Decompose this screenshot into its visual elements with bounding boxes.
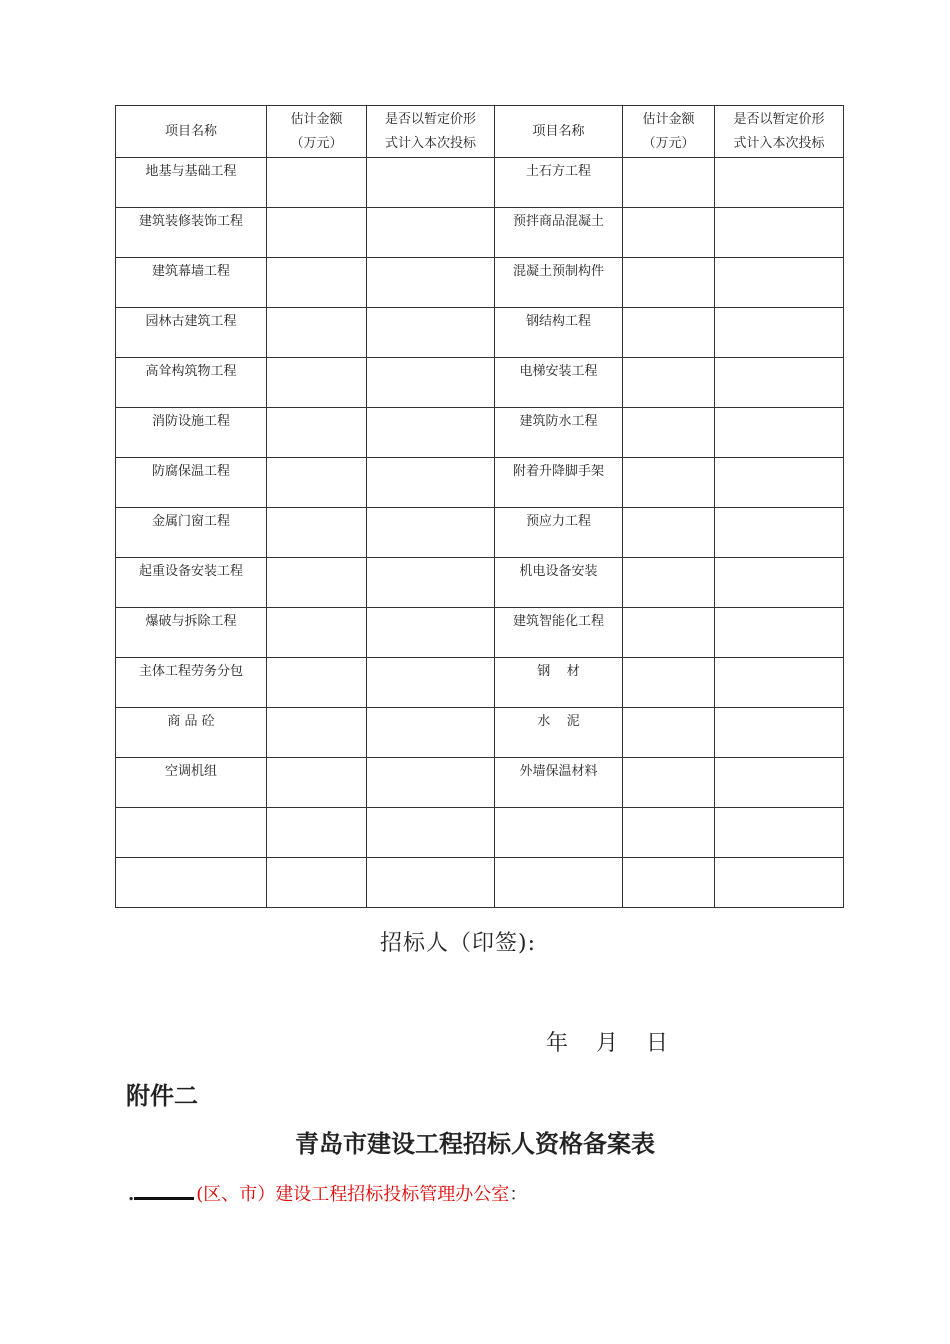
- input-cell[interactable]: [715, 358, 844, 408]
- project-name-cell: [495, 508, 623, 558]
- cell-text: [267, 558, 366, 559]
- project-name-cell: [116, 358, 267, 408]
- cell-text: [715, 458, 843, 459]
- input-cell[interactable]: [623, 508, 715, 558]
- cell-text: [367, 408, 494, 409]
- input-cell[interactable]: [367, 208, 495, 258]
- cell-text: 建筑幕墙工程: [151, 264, 230, 279]
- cell-text: [715, 558, 843, 559]
- cell-text: [715, 308, 843, 309]
- input-cell[interactable]: [367, 858, 495, 908]
- cell-text: [267, 508, 366, 509]
- cell-text: [116, 858, 266, 859]
- cell-text: 外墙保温材料: [519, 764, 598, 779]
- project-name-cell: [116, 158, 267, 208]
- cell-text: 电梯安装工程: [519, 364, 598, 379]
- cell-text: [367, 458, 494, 459]
- input-cell[interactable]: [715, 208, 844, 258]
- input-cell[interactable]: [367, 158, 495, 208]
- table-row: [116, 558, 844, 608]
- cell-text: [367, 208, 494, 209]
- input-cell[interactable]: [715, 558, 844, 608]
- header-cell: 是否以暂定价形 式计入本次投标: [715, 106, 844, 158]
- project-name-cell: [495, 758, 623, 808]
- project-name-cell: [116, 308, 267, 358]
- project-name-cell: [116, 458, 267, 508]
- cell-text: [267, 858, 366, 859]
- input-cell[interactable]: [715, 708, 844, 758]
- input-cell[interactable]: [367, 758, 495, 808]
- cell-text: [715, 258, 843, 259]
- cell-text: [623, 808, 714, 809]
- cell-text: 爆破与拆除工程: [145, 614, 237, 629]
- project-name-cell: [495, 308, 623, 358]
- cell-text: [267, 658, 366, 659]
- cell-text: 高耸构筑物工程: [145, 364, 237, 379]
- input-cell[interactable]: [367, 308, 495, 358]
- input-cell[interactable]: [623, 158, 715, 208]
- cell-text: 主体工程劳务分包: [138, 664, 243, 679]
- cell-text: 土石方工程: [525, 164, 591, 179]
- project-name-cell: [116, 258, 267, 308]
- cell-text: 建筑装修装饰工程: [138, 214, 243, 229]
- input-cell[interactable]: [623, 408, 715, 458]
- cell-text: 防腐保温工程: [151, 464, 230, 479]
- cell-text: 钢 材: [537, 664, 580, 679]
- cell-text: [715, 358, 843, 359]
- input-cell[interactable]: [623, 858, 715, 908]
- cell-text: [367, 158, 494, 159]
- tenderer-seal-label: 招标人（印签):: [380, 931, 536, 956]
- table-row: [116, 208, 844, 258]
- project-name-cell: [116, 558, 267, 608]
- project-name-cell: [116, 758, 267, 808]
- table-row: [116, 708, 844, 758]
- project-name-cell: [495, 258, 623, 308]
- input-cell[interactable]: [715, 308, 844, 358]
- header-cell: 项目名称: [116, 106, 267, 158]
- input-cell[interactable]: [623, 708, 715, 758]
- cell-text: [623, 508, 714, 509]
- input-cell[interactable]: [715, 258, 844, 308]
- input-cell[interactable]: [715, 658, 844, 708]
- cell-text: [367, 708, 494, 709]
- input-cell[interactable]: [367, 358, 495, 408]
- addressee-text: (区、市）建设工程招标投标管理办公室: [196, 1184, 510, 1205]
- district-blank[interactable]: [134, 1181, 194, 1200]
- table-row: [116, 308, 844, 358]
- cell-text: 机电设备安装: [519, 564, 598, 579]
- cell-text: 附着升降脚手架: [512, 464, 604, 479]
- input-cell[interactable]: [623, 558, 715, 608]
- input-cell[interactable]: [267, 308, 367, 358]
- input-cell[interactable]: [267, 508, 367, 558]
- input-cell[interactable]: [623, 358, 715, 408]
- input-cell[interactable]: [367, 708, 495, 758]
- cell-text: [623, 608, 714, 609]
- input-cell[interactable]: [715, 858, 844, 908]
- project-name-cell: [116, 608, 267, 658]
- input-cell[interactable]: [267, 658, 367, 708]
- project-name-cell: [495, 158, 623, 208]
- cell-text: 消防设施工程: [151, 414, 230, 429]
- project-name-cell: [495, 208, 623, 258]
- input-cell[interactable]: [623, 458, 715, 508]
- table-row: [116, 508, 844, 558]
- cell-text: 金属门窗工程: [151, 514, 230, 529]
- cell-text: [623, 458, 714, 459]
- input-cell[interactable]: [623, 808, 715, 858]
- cell-text: [715, 408, 843, 409]
- cell-text: [715, 808, 843, 809]
- cell-text: [715, 208, 843, 209]
- form-title: 青岛市建设工程招标人资格备案表: [295, 1129, 655, 1158]
- cell-text: [267, 708, 366, 709]
- addressee-prefix: .: [128, 1184, 135, 1205]
- cell-text: 混凝土预制构件: [512, 264, 604, 279]
- project-name-cell: [495, 458, 623, 508]
- cell-text: [623, 408, 714, 409]
- cell-text: [367, 258, 494, 259]
- input-cell[interactable]: [623, 208, 715, 258]
- cell-text: [623, 558, 714, 559]
- annex-title: 附件二: [126, 1081, 198, 1110]
- table-row: [116, 858, 844, 908]
- project-name-cell: [495, 608, 623, 658]
- cell-text: [267, 458, 366, 459]
- project-name-cell: [495, 408, 623, 458]
- cell-text: 钢结构工程: [525, 314, 591, 329]
- input-cell[interactable]: [623, 658, 715, 708]
- input-cell[interactable]: [367, 258, 495, 308]
- project-name-cell: [116, 658, 267, 708]
- cell-text: [267, 258, 366, 259]
- table-row: [116, 358, 844, 408]
- table-row: [116, 408, 844, 458]
- cell-text: [715, 858, 843, 859]
- cell-text: [715, 708, 843, 709]
- input-cell[interactable]: [715, 608, 844, 658]
- project-name-cell: [495, 858, 623, 908]
- input-cell[interactable]: [267, 808, 367, 858]
- project-name-cell: [495, 658, 623, 708]
- cell-text: [623, 858, 714, 859]
- cell-text: [267, 158, 366, 159]
- input-cell[interactable]: [367, 458, 495, 508]
- input-cell[interactable]: [367, 508, 495, 558]
- table-row: [116, 658, 844, 708]
- cell-text: [367, 558, 494, 559]
- cell-text: [367, 758, 494, 759]
- cell-text: 园林古建筑工程: [145, 314, 237, 329]
- project-name-cell: [116, 408, 267, 458]
- cell-text: 地基与基础工程: [145, 164, 237, 179]
- project-name-cell: [116, 208, 267, 258]
- input-cell[interactable]: [715, 158, 844, 208]
- header-cell: 估计金额 （万元）: [267, 106, 367, 158]
- cell-text: [267, 358, 366, 359]
- input-cell[interactable]: [267, 408, 367, 458]
- input-cell[interactable]: [623, 258, 715, 308]
- project-name-cell: [495, 358, 623, 408]
- cell-text: [267, 608, 366, 609]
- cell-text: [623, 708, 714, 709]
- table-header-row: [116, 106, 844, 158]
- cell-text: 商 品 砼: [167, 714, 215, 729]
- input-cell[interactable]: [367, 408, 495, 458]
- input-cell[interactable]: [267, 358, 367, 408]
- project-name-cell: [116, 808, 267, 858]
- input-cell[interactable]: [623, 608, 715, 658]
- input-cell[interactable]: [267, 208, 367, 258]
- table-row: [116, 258, 844, 308]
- input-cell[interactable]: [267, 858, 367, 908]
- cell-text: [495, 808, 622, 809]
- cell-text: [623, 208, 714, 209]
- input-cell[interactable]: [267, 608, 367, 658]
- input-cell[interactable]: [267, 158, 367, 208]
- input-cell[interactable]: [715, 508, 844, 558]
- cell-text: [623, 158, 714, 159]
- cell-text: 空调机组: [164, 764, 217, 779]
- cell-text: [267, 408, 366, 409]
- input-cell[interactable]: [267, 758, 367, 808]
- cell-text: [367, 858, 494, 859]
- cell-text: 建筑防水工程: [519, 414, 598, 429]
- addressee-line: [128, 1180, 527, 1206]
- addressee-suffix: ：: [509, 1184, 528, 1205]
- cell-text: [715, 508, 843, 509]
- cell-text: [267, 758, 366, 759]
- input-cell[interactable]: [623, 758, 715, 808]
- cell-text: 建筑智能化工程: [512, 614, 604, 629]
- project-name-cell: [495, 808, 623, 858]
- cell-text: 预拌商品混凝土: [512, 214, 604, 229]
- cell-text: 起重设备安装工程: [138, 564, 243, 579]
- cell-text: [623, 358, 714, 359]
- cell-text: [367, 808, 494, 809]
- project-name-cell: [495, 558, 623, 608]
- date-label: 年 月 日: [546, 1031, 668, 1056]
- input-cell[interactable]: [623, 308, 715, 358]
- input-cell[interactable]: [367, 608, 495, 658]
- cell-text: [367, 508, 494, 509]
- cell-text: [495, 858, 622, 859]
- input-cell[interactable]: [267, 558, 367, 608]
- input-cell[interactable]: [367, 558, 495, 608]
- input-cell[interactable]: [715, 808, 844, 858]
- input-cell[interactable]: [715, 408, 844, 458]
- header-cell: 估计金额 （万元）: [623, 106, 715, 158]
- cell-text: [623, 308, 714, 309]
- project-name-cell: [116, 508, 267, 558]
- table-row: [116, 458, 844, 508]
- cell-text: [367, 658, 494, 659]
- cell-text: [367, 608, 494, 609]
- cell-text: [623, 258, 714, 259]
- cell-text: [715, 608, 843, 609]
- cell-text: [267, 208, 366, 209]
- table-row: [116, 758, 844, 808]
- cell-text: [715, 658, 843, 659]
- input-cell[interactable]: [267, 458, 367, 508]
- project-name-cell: [495, 708, 623, 758]
- input-cell[interactable]: [715, 458, 844, 508]
- table-row: [116, 608, 844, 658]
- input-cell[interactable]: [367, 808, 495, 858]
- input-cell[interactable]: [267, 258, 367, 308]
- project-name-cell: [116, 708, 267, 758]
- cell-text: [267, 808, 366, 809]
- table-row: [116, 158, 844, 208]
- cell-text: [367, 308, 494, 309]
- cell-text: [623, 658, 714, 659]
- input-cell[interactable]: [715, 758, 844, 808]
- cell-text: [367, 358, 494, 359]
- project-table-body: [116, 106, 844, 908]
- project-name-cell: [116, 858, 267, 908]
- cell-text: [623, 758, 714, 759]
- cell-text: [715, 758, 843, 759]
- header-cell: 项目名称: [495, 106, 623, 158]
- cell-text: 预应力工程: [525, 514, 591, 529]
- cell-text: [116, 808, 266, 809]
- header-cell: 是否以暂定价形 式计入本次投标: [367, 106, 495, 158]
- project-table: [115, 105, 844, 908]
- input-cell[interactable]: [267, 708, 367, 758]
- table-row: [116, 808, 844, 858]
- cell-text: [267, 308, 366, 309]
- cell-text: [715, 158, 843, 159]
- input-cell[interactable]: [367, 658, 495, 708]
- cell-text: 水 泥: [537, 714, 580, 729]
